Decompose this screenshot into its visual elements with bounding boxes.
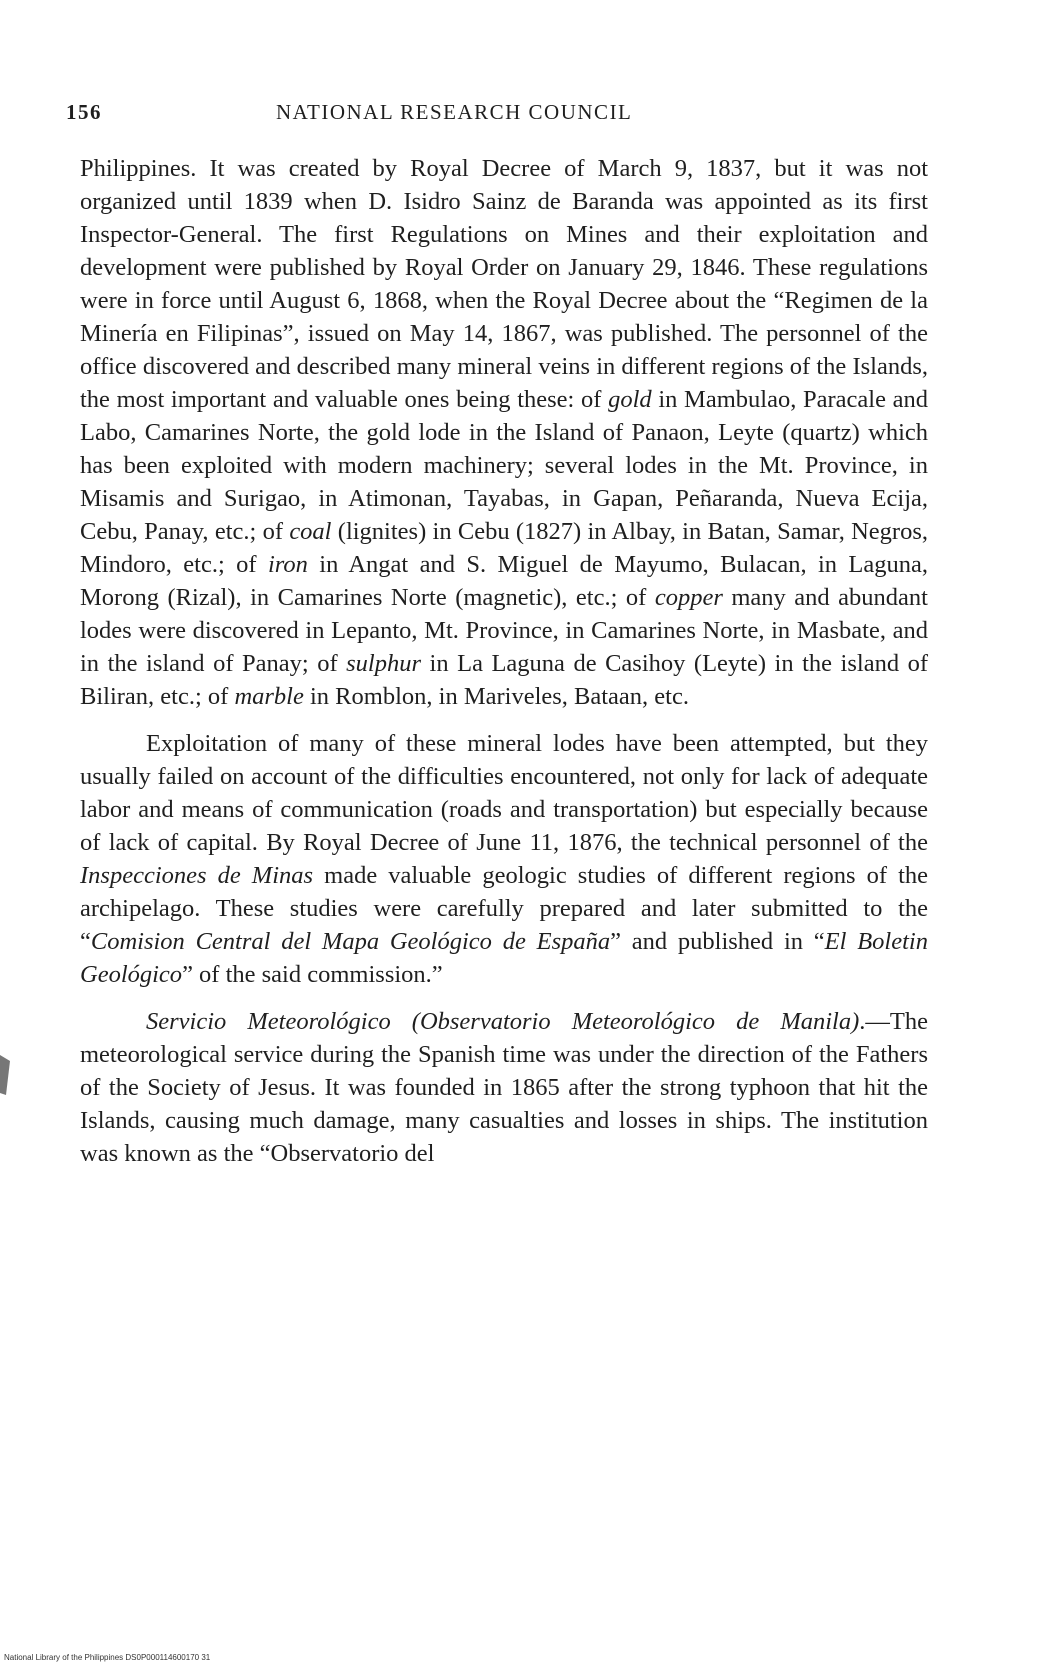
body-text xyxy=(80,152,928,1170)
page-header xyxy=(66,100,966,125)
italic-run: Servicio Meteorológico (Observatorio Meteorológico de Manila) xyxy=(146,1008,860,1035)
text-run: ” of the said commission.” xyxy=(182,961,443,988)
text-run: in Mambulao, Paracale and Labo, Camarines Norte, the gold lode in the Island of Panaon, Leyte (quartz) which has been exploited with modern machinery; several lodes in the Mt. Province, in Misamis and Surigao, in Atimonan, Tayabas, in Gapan, Peñaranda, Nueva Ecija, Cebu, Panay, etc.; of xyxy=(80,386,928,545)
italic-run: marble xyxy=(234,683,304,710)
italic-run: copper xyxy=(654,584,723,611)
text-run: made valuable geologic studies of different regions of the archipelago. These studies were carefully prepared and later submitted to the “ xyxy=(80,862,928,955)
running-title: NATIONAL RESEARCH COUNCIL xyxy=(276,100,633,124)
italic-run: Comision Central del Mapa Geológico de España xyxy=(90,928,611,955)
italic-run: Inspecciones de Minas xyxy=(80,862,314,889)
italic-run: gold xyxy=(608,386,652,413)
text-run: in Romblon, in Mariveles, Bataan, etc. xyxy=(303,683,689,710)
italic-run: El Boletin Geológico xyxy=(80,928,928,988)
paragraph-meteorological xyxy=(80,1005,928,1170)
paragraph-mines xyxy=(80,152,928,713)
italic-run: sulphur xyxy=(346,650,422,677)
text-run: Philippines. It was created by Royal Decree of March 9, 1837, but it was not organized until 1839 when D. Isidro Sainz de Baranda was appointed as its first Inspector-General. The first Regulations on Mines and their exploitation and development were published by Royal Order on January 29, 1846. These regulations were in force until August 6, 1868, when the Royal Decree about the “Regimen de la Minería en Filipinas”, issued on May 14, 1867, was published. The personnel of the office discovered and described many mineral veins in different regions of the Islands, the most important and valuable ones being these: of xyxy=(80,155,928,413)
italic-run: coal xyxy=(289,518,332,545)
text-run: in Angat and S. Miguel de Mayumo, Bulacan, in Laguna, Morong (Rizal), in Camarines Norte (magnetic), etc.; of xyxy=(80,551,928,611)
text-run: many and abundant lodes were discovered in Lepanto, Mt. Province, in Camarines Norte, in Masbate, and in the island of Panay; of xyxy=(80,584,928,677)
text-run: in La Laguna de Casihoy (Leyte) in the island of Biliran, etc.; of xyxy=(80,650,928,710)
text-run: .—The meteorological service during the Spanish time was under the direction of the Fathers of the Society of Jesus. It was founded in 1865 after the strong typhoon that hit the Islands, causing much damage, many casualties and losses in ships. The institution was known as the “Observatorio del xyxy=(80,1008,928,1167)
scan-edge-mark xyxy=(0,1055,14,1095)
scan-footer: National Library of the Philippines DS0P000114600170 31 xyxy=(4,1653,211,1662)
italic-run: iron xyxy=(267,551,308,578)
text-run: ” and published in “ xyxy=(610,928,825,955)
paragraph-exploitation xyxy=(80,727,928,991)
page-number: 156 xyxy=(66,100,102,124)
text-run: (lignites) in Cebu (1827) in Albay, in Batan, Samar, Negros, Mindoro, etc.; of xyxy=(80,518,928,578)
text-run: Exploitation of many of these mineral lodes have been attempted, but they usually failed on account of the difficulties encountered, not only for lack of adequate labor and means of communication (roads and transportation) but especially because of lack of capital. By Royal Decree of June 11, 1876, the technical personnel of the xyxy=(80,730,928,856)
